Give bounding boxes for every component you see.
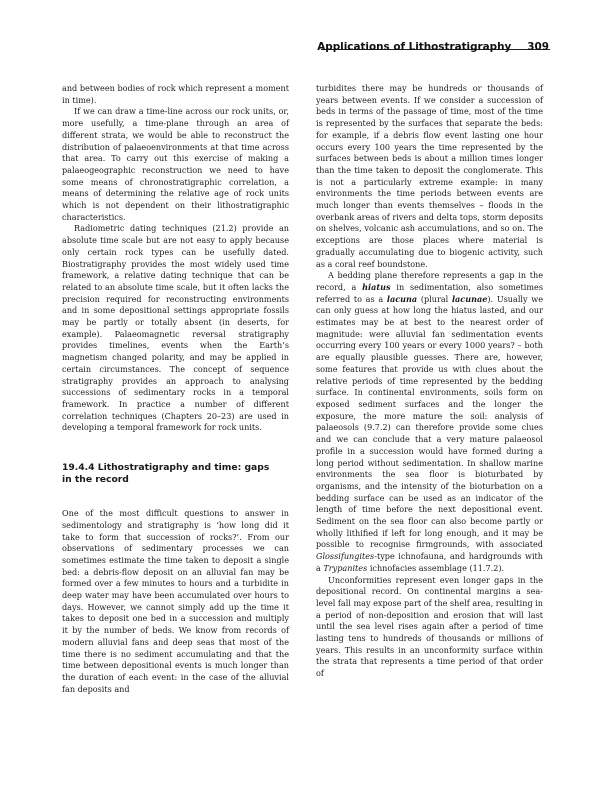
paragraph: Radiometric dating techniques (21.2) provide an absolute time scale but are not easy to apply because only certain rock types can be usefully dated. Biostratigraphy provides the most widely used time framework, a relative dating technique that can be related to an absolute time scale, but it often lacks the precision required for reconstructing environments and in some depositional settings appropriate fossils may be partly or totally absent (in deserts, for example). Palaeomagnetic reversal stratigraphy provides timelines, events when the Earth’s magnetism changed polarity, and may be applied in certain circumstances. The concept of sequence stratigraphy provides an approach to analysing successions of sedimentary rocks in a temporal framework. In practice a number of different correlation techniques (Chapters 20–23) are used in developing a temporal framework for rock units. xyxy=(62,223,289,433)
paragraph: One of the most difficult questions to answer in sedimentology and stratigraphy is ‘how long did it take to form that succession of rocks?’. From our observations of sedimentary processes we can sometimes estimate the time taken to deposit a single bed: a debris-flow deposit on an alluvial fan may be formed over a few minutes to hours and a turbidite in deep water may have been accumulated over hours to days. However, we cannot simply add up the time it takes to deposit one bed in a succession and multiply it by the number of beds. We know from records of modern alluvial fans and deep seas that most of the time there is no sediment accumulating and that the time between depositional events is much longer than the duration of each event: in the case of the alluvial fan deposits and xyxy=(62,508,289,694)
running-title: Applications of Lithostratigraphy xyxy=(317,41,512,53)
taxon-name: Trypanites xyxy=(323,562,368,573)
paragraph: turbidites there may be hundreds or thousands of years between events. If we consider a succession of beds in terms of the passage of time, most of the time is represented by the surfaces that separate the beds: for example, if a debris flow event lasting one hour occurs every 100 years the time represented by the surfaces between beds is about a million times longer than the time taken to deposit the conglomerate. This is not a particularly extreme example: in many environments the time periods between events are much longer than events themselves – floods in the overbank areas of rivers and delta tops, storm deposits on shelves, volcanic ash accumulations, and so on. The exceptions are those places where material is gradually accumulating due to biogenic activity, such as a coral reef boundstone. xyxy=(316,83,543,269)
key-term-lacuna: lacuna xyxy=(386,293,418,304)
running-head xyxy=(317,41,549,53)
text-run: -type ichnofauna, and hardgrounds with a xyxy=(316,551,543,573)
text-run: in sedimentation, also sometimes referred to as a xyxy=(316,281,543,304)
section-heading xyxy=(62,462,289,485)
paragraph xyxy=(316,270,543,574)
key-term-hiatus: hiatus xyxy=(362,281,391,292)
text-run: ichnofacies assemblage (11.7.2). xyxy=(367,562,505,573)
page-number: 309 xyxy=(527,41,549,53)
taxon-name: Glossifungites xyxy=(316,551,375,562)
paragraph: If we can draw a time-line across our rock units, or, more usefully, a time-plane through an area of different strata, we would be able to reconstruct the distribution of palaeoenvironments at that time across that area. To carry out this exercise of making a palaeogeographic reconstruction we need to have some means of chronostratigraphic correlation, a means of determining the relative age of rock units which is not dependent on their lithostratigraphic characteristics. xyxy=(62,106,289,222)
text-run: A bedding plane therefore represents a gap in the record, a xyxy=(316,270,543,292)
section-heading-line: in the record xyxy=(62,473,129,485)
key-term-lacunae: lacunae xyxy=(451,293,488,304)
left-column xyxy=(62,83,289,695)
paragraph: and between bodies of rock which represent a moment in time). xyxy=(62,83,289,105)
section-heading-line: 19.4.4 Lithostratigraphy and time: gaps xyxy=(62,462,270,474)
paragraph: Unconformities represent even longer gaps in the depositional record. On continental margins a sea-level fall may expose part of the shelf area, resulting in a period of non-deposition and erosion that will last until the sea level rises again after a period of time lasting tens to hundreds of thousands or millions of years. This results in an unconformity surface within the strata that represents a time period of that order of xyxy=(316,574,544,679)
right-column xyxy=(316,83,543,680)
text-run: (plural xyxy=(417,293,452,304)
text-run: ). Usually we can only guess at how long the hiatus lasted, and our estimates may be at best to the nearest order of magnitude: were alluvial fan sedimentation events occurring every 100 years or every 1000 years? – both are equally plausible guesses. There are, however, some features that provide us with clues about the relative periods of time represented by the bedding surface. In continental environments, soils form on exposed sediment surfaces and the longer the exposure, the more mature the soil: analysis of palaeosols (9.7.2) can therefore provide some clues and we can conclude that a very mature palaeosol profile in a succession would have formed during a long period without sedimentation. In shallow marine environments the sea floor is bioturbated by organisms, and the intensity of the bioturbation on a bedding surface can be used as an indicator of the length of time before the next depositional event. Sediment on the sea floor can also become partly or wholly lithified if left for long enough, and it may be possible to recognise firmgrounds, with associated xyxy=(316,293,543,550)
